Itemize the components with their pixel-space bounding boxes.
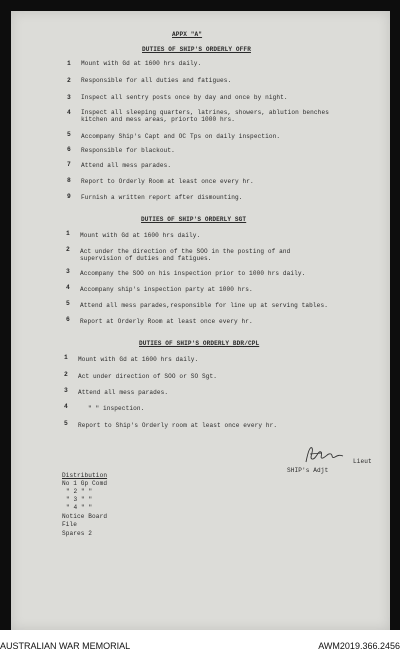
- item-number: 5: [67, 131, 71, 138]
- item-text: Inspect all sentry posts once by day and once by night.: [81, 94, 288, 101]
- footer-institution: AUSTRALIAN WAR MEMORIAL: [0, 641, 131, 651]
- section-heading: DUTIES OF SHIP'S ORDERLY OFFR: [142, 46, 251, 53]
- item-text: Attend all mess parades.: [81, 162, 172, 169]
- item-number: 2: [64, 371, 68, 378]
- item-number: 1: [64, 354, 68, 361]
- item-text: Report to Orderly Room at least once every hr.: [81, 178, 254, 185]
- item-text: Inspect all sleeping quarters, latrines, showers, ablution benches: [81, 109, 329, 116]
- item-number: 5: [66, 300, 70, 307]
- item-number: 3: [64, 387, 68, 394]
- item-text: Act under direction of SOO or SO Sgt.: [78, 373, 218, 380]
- handwritten-signature: [300, 444, 352, 466]
- item-text: Mount with Gd at 1600 hrs daily.: [78, 356, 199, 363]
- section-heading: DUTIES OF SHIP'S ORDERLY SGT: [141, 216, 247, 223]
- distribution-line: " 2 " ": [66, 488, 93, 495]
- distribution-line: " 4 " ": [66, 504, 93, 511]
- item-text: " " inspection.: [88, 405, 145, 412]
- item-number: 2: [67, 77, 71, 84]
- item-text: Act under the direction of the SOO in the posting of and: [80, 248, 291, 255]
- item-text: Mount with Gd at 1600 hrs daily.: [80, 232, 201, 239]
- signature-appointment: SHIP's Adjt: [287, 467, 329, 474]
- item-text: kitchen and mess areas, priorto 1000 hrs.: [81, 116, 236, 123]
- item-number: 6: [67, 146, 71, 153]
- item-number: 4: [66, 284, 70, 291]
- item-number: 2: [66, 246, 70, 253]
- item-text: Furnish a written report after dismounting.: [81, 194, 243, 201]
- distribution-line: Notice Board: [62, 513, 108, 520]
- item-text: supervision of duties and fatigues.: [80, 255, 212, 262]
- item-text: Responsible for blackout.: [81, 147, 175, 154]
- item-text: Accompany Ship's Capt and OC Tps on daily inspection.: [81, 133, 281, 140]
- item-text: Responsible for all duties and fatigues.: [81, 77, 232, 84]
- item-number: 4: [67, 109, 71, 116]
- item-number: 9: [67, 193, 71, 200]
- item-number: 8: [67, 177, 71, 184]
- distribution-line: No 1 Gp Comd: [62, 480, 108, 487]
- item-text: Mount with Gd at 1600 hrs daily.: [81, 60, 202, 67]
- item-number: 3: [67, 94, 71, 101]
- footer-accession-number: AWM2019.366.2456: [318, 641, 400, 651]
- item-text: Accompany the SOO on his inspection prior to 1000 hrs daily.: [80, 270, 306, 277]
- item-number: 4: [64, 403, 68, 410]
- distribution-line: " 3 " ": [66, 496, 93, 503]
- item-number: 1: [66, 230, 70, 237]
- item-number: 3: [66, 268, 70, 275]
- item-number: 1: [67, 60, 71, 67]
- appendix-title: APPX "A": [172, 31, 203, 38]
- signature-rank: Lieut: [353, 458, 372, 465]
- item-text: Attend all mess parades.: [78, 389, 169, 396]
- item-number: 6: [66, 316, 70, 323]
- item-number: 7: [67, 161, 71, 168]
- distribution-line: File: [62, 521, 78, 528]
- distribution-heading: Distribution: [62, 472, 108, 479]
- item-text: Report at Orderly Room at least once every hr.: [80, 318, 253, 325]
- item-text: Attend all mess parades,responsible for line up at serving tables.: [80, 302, 328, 309]
- section-heading: DUTIES OF SHIP'S ORDERLY BDR/CPL: [139, 340, 260, 347]
- distribution-line: Spares 2: [62, 530, 93, 537]
- item-number: 5: [64, 420, 68, 427]
- item-text: Accompany ship's inspection party at 1000 hrs.: [80, 286, 253, 293]
- archive-footer: [0, 630, 400, 653]
- item-text: Report to Ship's Orderly room at least once every hr.: [78, 422, 278, 429]
